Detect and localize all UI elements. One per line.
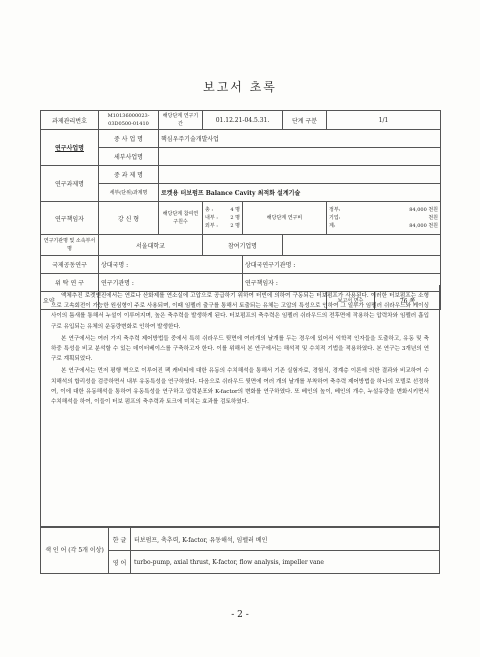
abstract-paragraph-3: 본 연구에서는 먼저 평행 벽으로 이루어진 팩 캐비티에 대한 유동의 수치해석을 통해서 기존 실험자료, 경험식, 경계층 이론에 의한 결과와 비교하여 수치해석의 합리성을 검증하면서 내부 유동특성을 연구하였다. 다음으로 쉬라우드 뒷면에 여러 개의 날개를 부착하여 축추력 제어방법을 하나의 모델로 선정하여, 이에 대한 유동해석을 통하여 유동특성을 연구하고 압력분포와 K-factor의 변화를 연구하였다. 또 베인의 높이, 베인의 개수, 누설유량을 변화시키면서 수치해석을 하여, 이들이 터보 펌프의 축추력과 토크에 미치는 효과를 검토하였다. [51, 368, 429, 406]
detail-task-value: 로켓용 터보펌프 Balance Cavity 최적화 설계기술 [159, 184, 441, 202]
keywords-en-value: turbo-pump, axial thrust, K-factor, flow analysis, impeller vane [131, 551, 440, 574]
big-task-value [159, 166, 441, 184]
abstract-paragraph-1: 액체추진 로켓엔진에서는 연료나 산화제를 연소실에 고압으로 공급하기 위하여 터빈에 의하여 구동되는 터보펌프가 사용된다. 이러한 터보펌프는 소형으로 고속회전이 가능한 원심형이 주로 사용되며, 이때 임펠러 출구를 통해서 토출되는 유체는 고압의 특성으로 인하여 그 일부가 임펠러 쉬라우드와 케이싱 사이의 틈새를 통해서 누설이 이루어지며, 높은 축추력을 발생하게 된다. 터보펌프의 축추력은 임펠러 쉬라우드의 전후면에 작용하는 압력차와 임펠러 흡입구로 유입되는 유체의 운동량변화로 인하여 발생한다. [51, 293, 429, 330]
major-value: 핵심우주기술개발사업 [159, 130, 441, 148]
intl-label: 국제공동연구 [41, 256, 99, 274]
org-value: 서울대학교 [99, 235, 203, 256]
intl-org: 상대국연구기관명 : [243, 256, 441, 274]
intl-partner: 상대국명 : [99, 256, 243, 274]
project-no-label: 과제관리번호 [41, 111, 99, 130]
task-label: 연구과제명 [41, 166, 99, 202]
stage-label: 해당단계 연구기간 [159, 111, 203, 130]
project-no-value: M10136000023-03D0500-01410 [99, 111, 159, 130]
minor-label: 세부사업명 [99, 148, 159, 166]
cost-values: 정부: 84,000 천원 기업: 천원 계: 84,000 천원 [327, 202, 441, 235]
program-label: 연구사업명 [41, 130, 99, 166]
minor-value [159, 148, 441, 166]
org-label: 연구기관명 및 소속부서명 [41, 235, 99, 256]
consign-pi: 연구책임자 : [243, 274, 441, 292]
keywords-ko-label: 한 글 [109, 528, 131, 551]
big-task-label: 중 과 제 명 [99, 166, 159, 184]
abstract-paragraph-2: 본 연구에서는 여러 가지 축추력 제어방법들 중에서 특히 쉬라우드 뒷면에 여러개의 날개를 두는 경우에 있어서 익학적 인자들을 도출하고, 유동 및 축 하중 특성을 비교 분석할 수 있는 데이터베이스를 구축하고자 한다. 이를 위해서 본 연구에서는 해석적 및 수치적 기법을 적용하였다. 본 연구는 3개년의 연구로 계획되었다. [51, 335, 429, 363]
partner-label: 참여기업명 [203, 235, 283, 256]
stage-type-label: 단계 구분 [283, 111, 327, 130]
stage-period: 01.12.21-04.5.31. [203, 111, 283, 130]
detail-task-label: 세부(단위)과제명 [99, 184, 159, 202]
page-title: 보고서 초록 [203, 80, 277, 94]
partner-value [283, 235, 441, 256]
keywords-table [40, 527, 440, 574]
consign-org: 연구기관명 : [99, 274, 243, 292]
major-label: 중 사 업 명 [99, 130, 159, 148]
page-number: - 2 - [231, 610, 249, 620]
abstract-body [40, 285, 440, 527]
project-info-row [41, 111, 441, 130]
keywords-label: 색 인 어 (각 5개 이상) [41, 528, 109, 574]
keywords-ko-value: 터보펌프, 축추력, K-factor, 유동해석, 임펠러 베인 [131, 528, 440, 551]
summary-form-table [40, 110, 441, 310]
cost-label: 해당단계 연구비 [243, 202, 327, 235]
consign-label: 위 탁 연 구 [41, 274, 99, 292]
stage-type-value: 1/1 [327, 111, 441, 130]
pi-name: 강 신 형 [99, 202, 159, 235]
summary-label: 요약 [41, 292, 99, 310]
researcher-counts: 총 : 4 명 내부 : 2 명 외부 : 2 명 [203, 202, 243, 235]
pi-label: 연구책임자 [41, 202, 99, 235]
pages-value: 76 쪽 [375, 292, 441, 310]
keywords-en-label: 영 어 [109, 551, 131, 574]
pages-label: 보고서 면수 [327, 292, 375, 310]
researchers-label: 해당단계 참여연구원수 [159, 202, 203, 235]
